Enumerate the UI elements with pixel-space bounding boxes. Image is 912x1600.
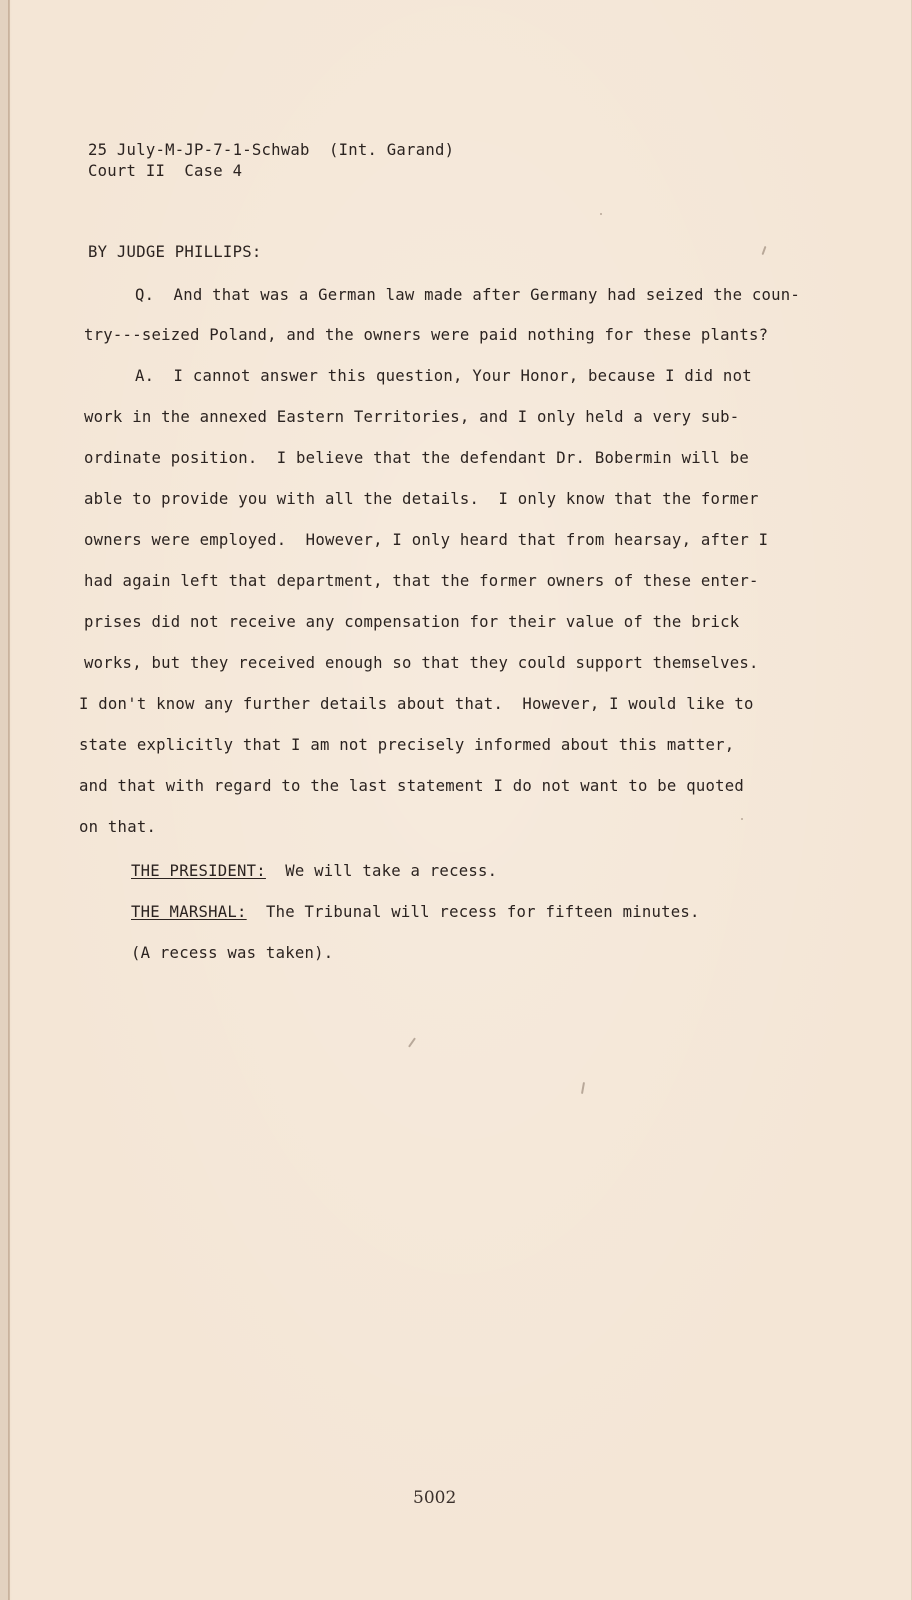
recess-note: (A recess was taken). (131, 944, 334, 962)
testimony-line: had again left that department, that the former owners of these enter- (84, 572, 759, 590)
testimony-line: work in the annexed Eastern Territories, and I only held a very sub- (84, 408, 740, 426)
marshal-speech: The Tribunal will recess for fifteen minutes. (246, 903, 700, 921)
testimony-line: and that with regard to the last statement I do not want to be quoted (79, 777, 745, 795)
page-binding-edge (0, 0, 9, 1600)
document-header-line-1: 25 July-M-JP-7-1-Schwab (Int. Garand) (88, 141, 455, 159)
examiner-heading: BY JUDGE PHILLIPS: (88, 243, 262, 261)
document-header-line-2: Court II Case 4 (88, 162, 243, 180)
testimony-line: ordinate position. I believe that the defendant Dr. Bobermin will be (84, 449, 750, 467)
page-number: 5002 (413, 1488, 457, 1508)
marshal-speaker-label: THE MARSHAL: (131, 903, 247, 921)
testimony-line: works, but they received enough so that they could support themselves. (84, 654, 759, 672)
testimony-line: owners were employed. However, I only heard that from hearsay, after I (84, 531, 769, 549)
document-page (8, 0, 912, 1600)
marshal-statement (131, 902, 700, 922)
testimony-line: I don't know any further details about that. However, I would like to (79, 695, 754, 713)
president-speech: We will take a recess. (265, 862, 498, 880)
president-statement (131, 861, 497, 881)
testimony-line: on that. (79, 818, 157, 836)
paper-mark (600, 213, 602, 215)
testimony-line: try---seized Poland, and the owners were paid nothing for these plants? (84, 326, 769, 344)
testimony-line: state explicitly that I am not precisely informed about this matter, (79, 736, 735, 754)
paper-mark (741, 818, 743, 820)
president-speaker-label: THE PRESIDENT: (131, 862, 266, 880)
testimony-line: Q. And that was a German law made after Germany had seized the coun- (135, 286, 801, 304)
testimony-line: prises did not receive any compensation for their value of the brick (84, 613, 740, 631)
testimony-line: able to provide you with all the details. I only know that the former (84, 490, 759, 508)
testimony-line: A. I cannot answer this question, Your Honor, because I did not (135, 367, 752, 385)
